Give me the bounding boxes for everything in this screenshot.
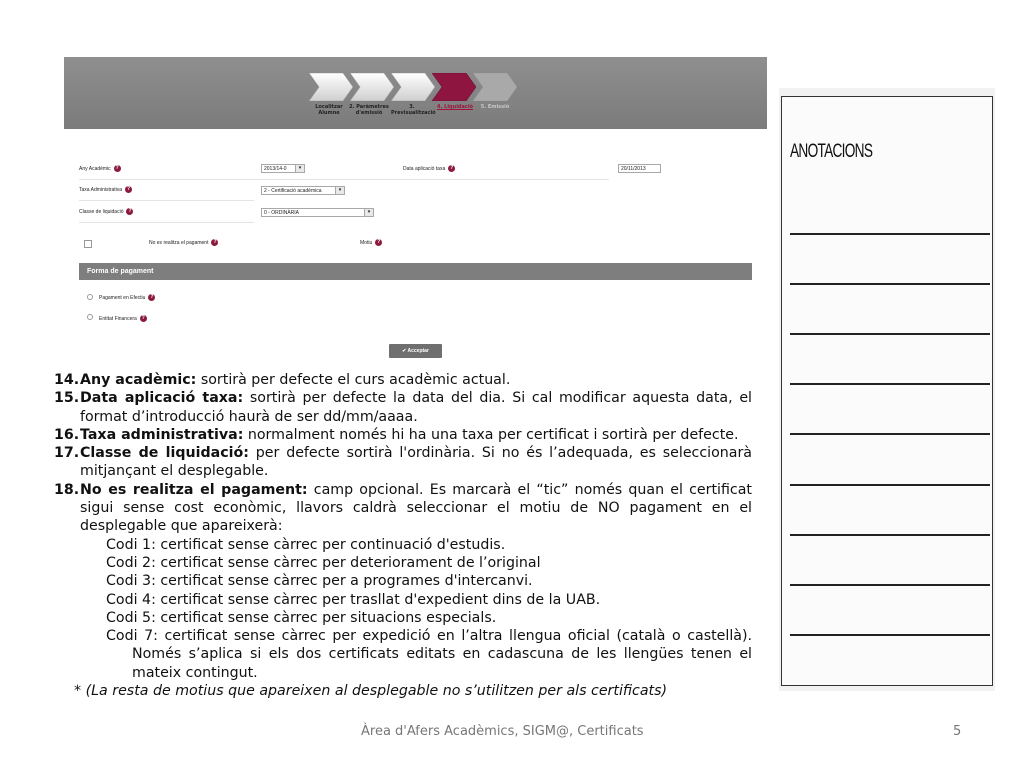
code-item: Codi 4: certificat sense càrrec per trasllat d'expedient dins de la UAB. bbox=[106, 591, 601, 608]
form-screenshot bbox=[64, 57, 767, 369]
instruction-item: 18. No es realitza el pagament: camp opcional. Es marcarà el “tic” només quan el certificat sigui sense cost econòmic, llavors caldrà seleccionar el motiu de NO pagament en el desplegable que apareixerà: bbox=[54, 481, 752, 535]
help-icon[interactable]: ? bbox=[377, 239, 381, 245]
acceptar-button[interactable]: ✔ Acceptar bbox=[389, 344, 442, 358]
annotation-line bbox=[790, 484, 990, 486]
wizard-step-labels bbox=[309, 104, 569, 126]
row-divider bbox=[79, 200, 254, 201]
annotation-line bbox=[790, 333, 990, 335]
code-item: Codi 5: certificat sense càrrec per situacions especials. bbox=[106, 609, 497, 626]
annotation-line bbox=[790, 283, 990, 285]
code-item: Codi 1: certificat sense càrrec per continuació d'estudis. bbox=[106, 536, 506, 553]
no-pagament-checkbox[interactable] bbox=[84, 240, 92, 248]
annotation-line bbox=[790, 233, 990, 235]
entitat-financera-radio[interactable] bbox=[87, 314, 93, 320]
annotation-line bbox=[790, 433, 990, 435]
instruction-item: 15. Data aplicació taxa: sortirà per defecte la data del dia. Si cal modificar aquesta data, el format d’introducció haurà de ser dd/mm/aaaa. bbox=[54, 390, 752, 425]
wizard-step-label-active[interactable]: 4. Liquidació bbox=[437, 104, 473, 110]
entitat-financera-label: Entitat Financera ? bbox=[99, 315, 145, 322]
wizard-step-label: Localitzar Alumne bbox=[315, 104, 343, 116]
wizard-step-5-disabled bbox=[473, 73, 517, 101]
taxa-label: Taxa Administrativa ? bbox=[79, 186, 131, 193]
wizard-step-label-disabled: 5. Emissió bbox=[480, 104, 510, 110]
forma-pagament-header: Forma de pagament bbox=[79, 263, 752, 280]
annotation-line bbox=[790, 584, 990, 586]
instruction-item: 14. Any acadèmic: sortirà per defecte el curs acadèmic actual. bbox=[54, 372, 511, 388]
wizard-step-label: 3. Previsualització bbox=[391, 104, 436, 116]
taxa-select[interactable]: 2 - Certificació acadèmica ▾ bbox=[261, 186, 345, 195]
footnote: * (La resta de motius que apareixen al desplegable no s’utilitzen per als certificats) bbox=[74, 683, 668, 700]
pagament-efectiu-radio[interactable] bbox=[87, 294, 93, 300]
help-icon[interactable]: ? bbox=[213, 239, 217, 245]
code-item: Codi 7: certificat sense càrrec per expedició en l’altra llengua oficial (català o castellà). Només s’aplica si els dos certificats editats en cadascuna de les llengües tenen el mateix contingut. bbox=[106, 628, 752, 681]
pagament-efectiu-label: Pagament en Efectiu ? bbox=[99, 294, 154, 301]
any-academic-select[interactable]: 2013/14-0 ▾ bbox=[261, 164, 305, 173]
classe-select[interactable]: 0 - ORDINÀRIA ▾ bbox=[261, 208, 374, 217]
annotations-box bbox=[781, 96, 993, 686]
instructions bbox=[54, 371, 752, 700]
instruction-item: 16. Taxa administrativa: normalment només hi ha una taxa per certificat i sortirà per defecte. bbox=[54, 426, 739, 443]
dropdown-arrow-icon: ▾ bbox=[295, 165, 304, 172]
no-pagament-label: No es realitza el pagament ? bbox=[149, 239, 217, 246]
check-icon: ✔ bbox=[402, 348, 407, 354]
motiu-label: Motiu ? bbox=[360, 239, 381, 246]
help-icon[interactable]: ? bbox=[127, 186, 131, 192]
annotation-line bbox=[790, 634, 990, 636]
data-aplicacio-label: Data aplicació taxa ? bbox=[403, 165, 454, 172]
annotations-panel bbox=[779, 88, 995, 691]
help-icon[interactable]: ? bbox=[450, 165, 454, 171]
row-divider bbox=[79, 179, 609, 180]
wizard-step-2[interactable] bbox=[350, 73, 394, 101]
wizard-step-3[interactable] bbox=[391, 73, 435, 101]
wizard-step-1[interactable] bbox=[309, 73, 353, 101]
annotation-line bbox=[790, 383, 990, 385]
instruction-item: 17. Classe de liquidació: per defecte sortirà l'ordinària. Si no és l’adequada, es seleccionarà mitjançant el desplegable. bbox=[54, 445, 752, 480]
wizard-step-4-active[interactable] bbox=[432, 73, 476, 101]
annotations-title: ANOTACIONS bbox=[790, 141, 873, 162]
annotation-line bbox=[790, 534, 990, 536]
code-item: Codi 2: certificat sense càrrec per deteriorament de l’original bbox=[106, 554, 541, 571]
code-item: Codi 3: certificat sense càrrec per a programes d'intercanvi. bbox=[106, 573, 533, 590]
help-icon[interactable]: ? bbox=[150, 294, 154, 300]
dropdown-arrow-icon: ▾ bbox=[335, 187, 344, 194]
help-icon[interactable]: ? bbox=[115, 165, 119, 171]
any-academic-label: Any Acadèmic ? bbox=[79, 165, 119, 172]
wizard-step-label: 2. Paràmetres d'emissió bbox=[349, 104, 389, 116]
page-number: 5 bbox=[953, 724, 962, 739]
dropdown-arrow-icon: ▾ bbox=[364, 209, 373, 216]
footer-text: Àrea d'Afers Acadèmics, SIGM@, Certificats bbox=[361, 724, 644, 739]
wizard-steps bbox=[309, 73, 529, 101]
help-icon[interactable]: ? bbox=[128, 208, 132, 214]
classe-label: Classe de liquidació ? bbox=[79, 208, 132, 215]
help-icon[interactable]: ? bbox=[141, 315, 145, 321]
data-aplicacio-input[interactable]: 20/11/2013 bbox=[618, 164, 661, 173]
row-divider bbox=[79, 222, 254, 223]
